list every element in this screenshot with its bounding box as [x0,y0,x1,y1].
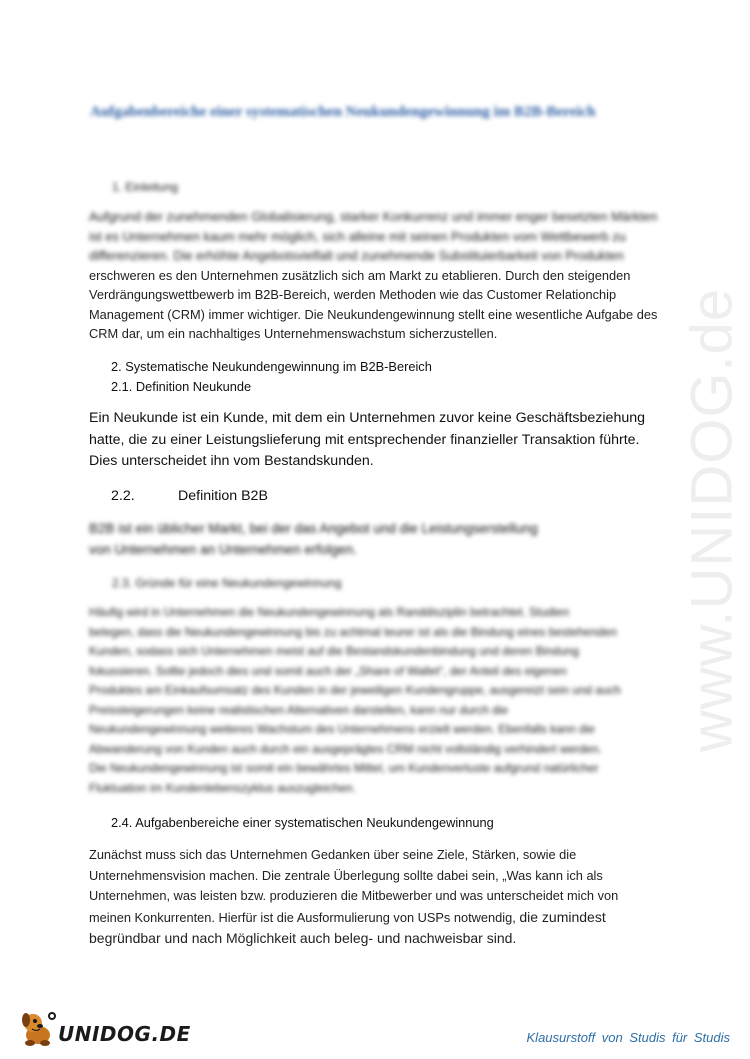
gruende-line: fokussieren. Sollte jedoch dies und somit auch der „Share of Wallet“, der Anteil des eigenen [89,663,567,678]
aufgaben-line: Unternehmensvision machen. Die zentrale Überlegung sollte dabei sein, „Was kann ich als [89,867,603,883]
section-2-2-title: Definition B2B [178,488,268,504]
neukunde-line: Ein Neukunde ist ein Kunde, mit dem ein Unternehmen zuvor keine Geschäftsbeziehung [89,410,646,426]
section-2-4-heading: 2.4. Aufgabenbereiche einer systematischen Neukundengewinnung [111,815,494,830]
aufgaben-line-part: die zumindest [519,908,606,925]
intro-blurred-line: differenzieren. Die erhöhte Angebotsvielfalt und zunehmende Substituierbarkeit von Produkten [89,248,624,263]
section-2-3-heading: 2.3. Gründe für eine Neukundengewinnung [112,576,342,590]
intro-line: erschweren es den Unternehmen zusätzlich sich am Markt zu etablieren. Durch den steigenden [89,267,631,283]
intro-blurred-line: Aufgrund der zunehmenden Globalisierung, starker Konkurrenz und immer enger besetzten Märkten [89,209,658,224]
gruende-paragraph [89,603,669,798]
neukunde-paragraph [89,408,669,473]
section-2-2-number: 2.2. [111,488,135,504]
neukunde-line: hatte, die zu einer Leistungslieferung mit entsprechender finanzieller Transaktion führte. [89,431,640,448]
aufgaben-line: begründbar und nach Möglichkeit auch beleg- und nachweisbar sind. [89,930,517,946]
b2b-paragraph [89,518,669,560]
gruende-line: Abwanderung von Kunden auch durch ein ausgeprägtes CRM nicht vollständig verhindert werden. [89,741,602,756]
logo-text: UNIDOG.DE [58,1022,191,1046]
section-2-1-heading: 2.1. Definition Neukunde [111,379,252,394]
aufgaben-line-part: meinen Konkurrenten. Hierfür ist die Ausformulierung von USPs notwendig, [89,909,520,925]
footer-tagline: Klausurstoff von Studis für Studis [526,1030,730,1045]
aufgaben-line: Unternehmen, was leisten bzw. produzieren die Mitbewerber und was unterscheidet mich von [89,888,619,903]
intro-line: Management (CRM) immer wichtiger. Die Neukundengewinnung stellt eine wesentliche Aufgabe des [89,306,658,322]
b2b-line: B2B ist ein üblicher Markt, bei der das Angebot und die Leistungserstellung [89,521,538,536]
gruende-line: belegen, dass die Neukundengewinnung bis zu achtmal teurer ist als die Bindung eines bestehenden [89,624,617,639]
intro-blurred-line: ist es Unternehmen kaum mehr möglich, sich alleine mit seinen Produkten vom Wettbewerb zu [89,228,626,244]
neukunde-line: Dies unterscheidet ihn vom Bestandskunden. [89,453,374,469]
section-1-heading: 1. Einleitung [112,180,179,194]
gruende-line: Fluktuation im Kundenlebenszyklus auszugleichen. [89,780,356,795]
intro-line: Verdrängungswettbewerb im B2B-Bereich, werden Methoden wie das Customer Relationchip [89,287,617,302]
b2b-line: von Unternehmen an Unternehmen erfolgen. [89,542,357,557]
gruende-line: Kunden, sodass sich Unternehmen meist auf die Bestandskundenbindung und deren Bindung [89,644,579,658]
aufgaben-line: Zunächst muss sich das Unternehmen Gedanken über seine Ziele, Stärken, sowie die [89,847,577,862]
gruende-line: Häufig wird in Unternehmen die Neukundengewinnung als Randdisziplin betrachtet. Studien [89,605,570,619]
section-2-heading: 2. Systematische Neukundengewinnung im B2B-Bereich [111,359,432,374]
dog-mascot-icon [18,1008,58,1048]
gruende-line: Neukundengewinnung weiteres Wachstum des Unternehmens erzielt werden. Ebenfalls kann die [89,722,595,736]
gruende-line: Die Neukundengewinnung ist somit ein bewährtes Mittel, um Kundenverluste aufgrund natürlicher [89,761,599,775]
gruende-line: Produktes am Einkaufsumsatz des Kunden in der jeweiligen Kundengruppe, ausgereizt sein und auch [89,683,621,697]
watermark: www.UNIDOG.de [679,287,745,753]
intro-line: CRM dar, um ein nachhaltiges Unternehmenswachstum sicherzustellen. [89,326,498,341]
aufgaben-paragraph [89,845,669,949]
gruende-line: Preissteigerungen keine realistischen Alternativen darstellen, kann nur durch die [89,702,509,717]
document-title: Aufgabenbereiche einer systematischen Neukundengewinnung im B2B-Bereich [90,104,596,120]
intro-paragraph [89,207,669,344]
aufgaben-line [89,907,669,929]
footer-logo[interactable] [18,1008,191,1048]
